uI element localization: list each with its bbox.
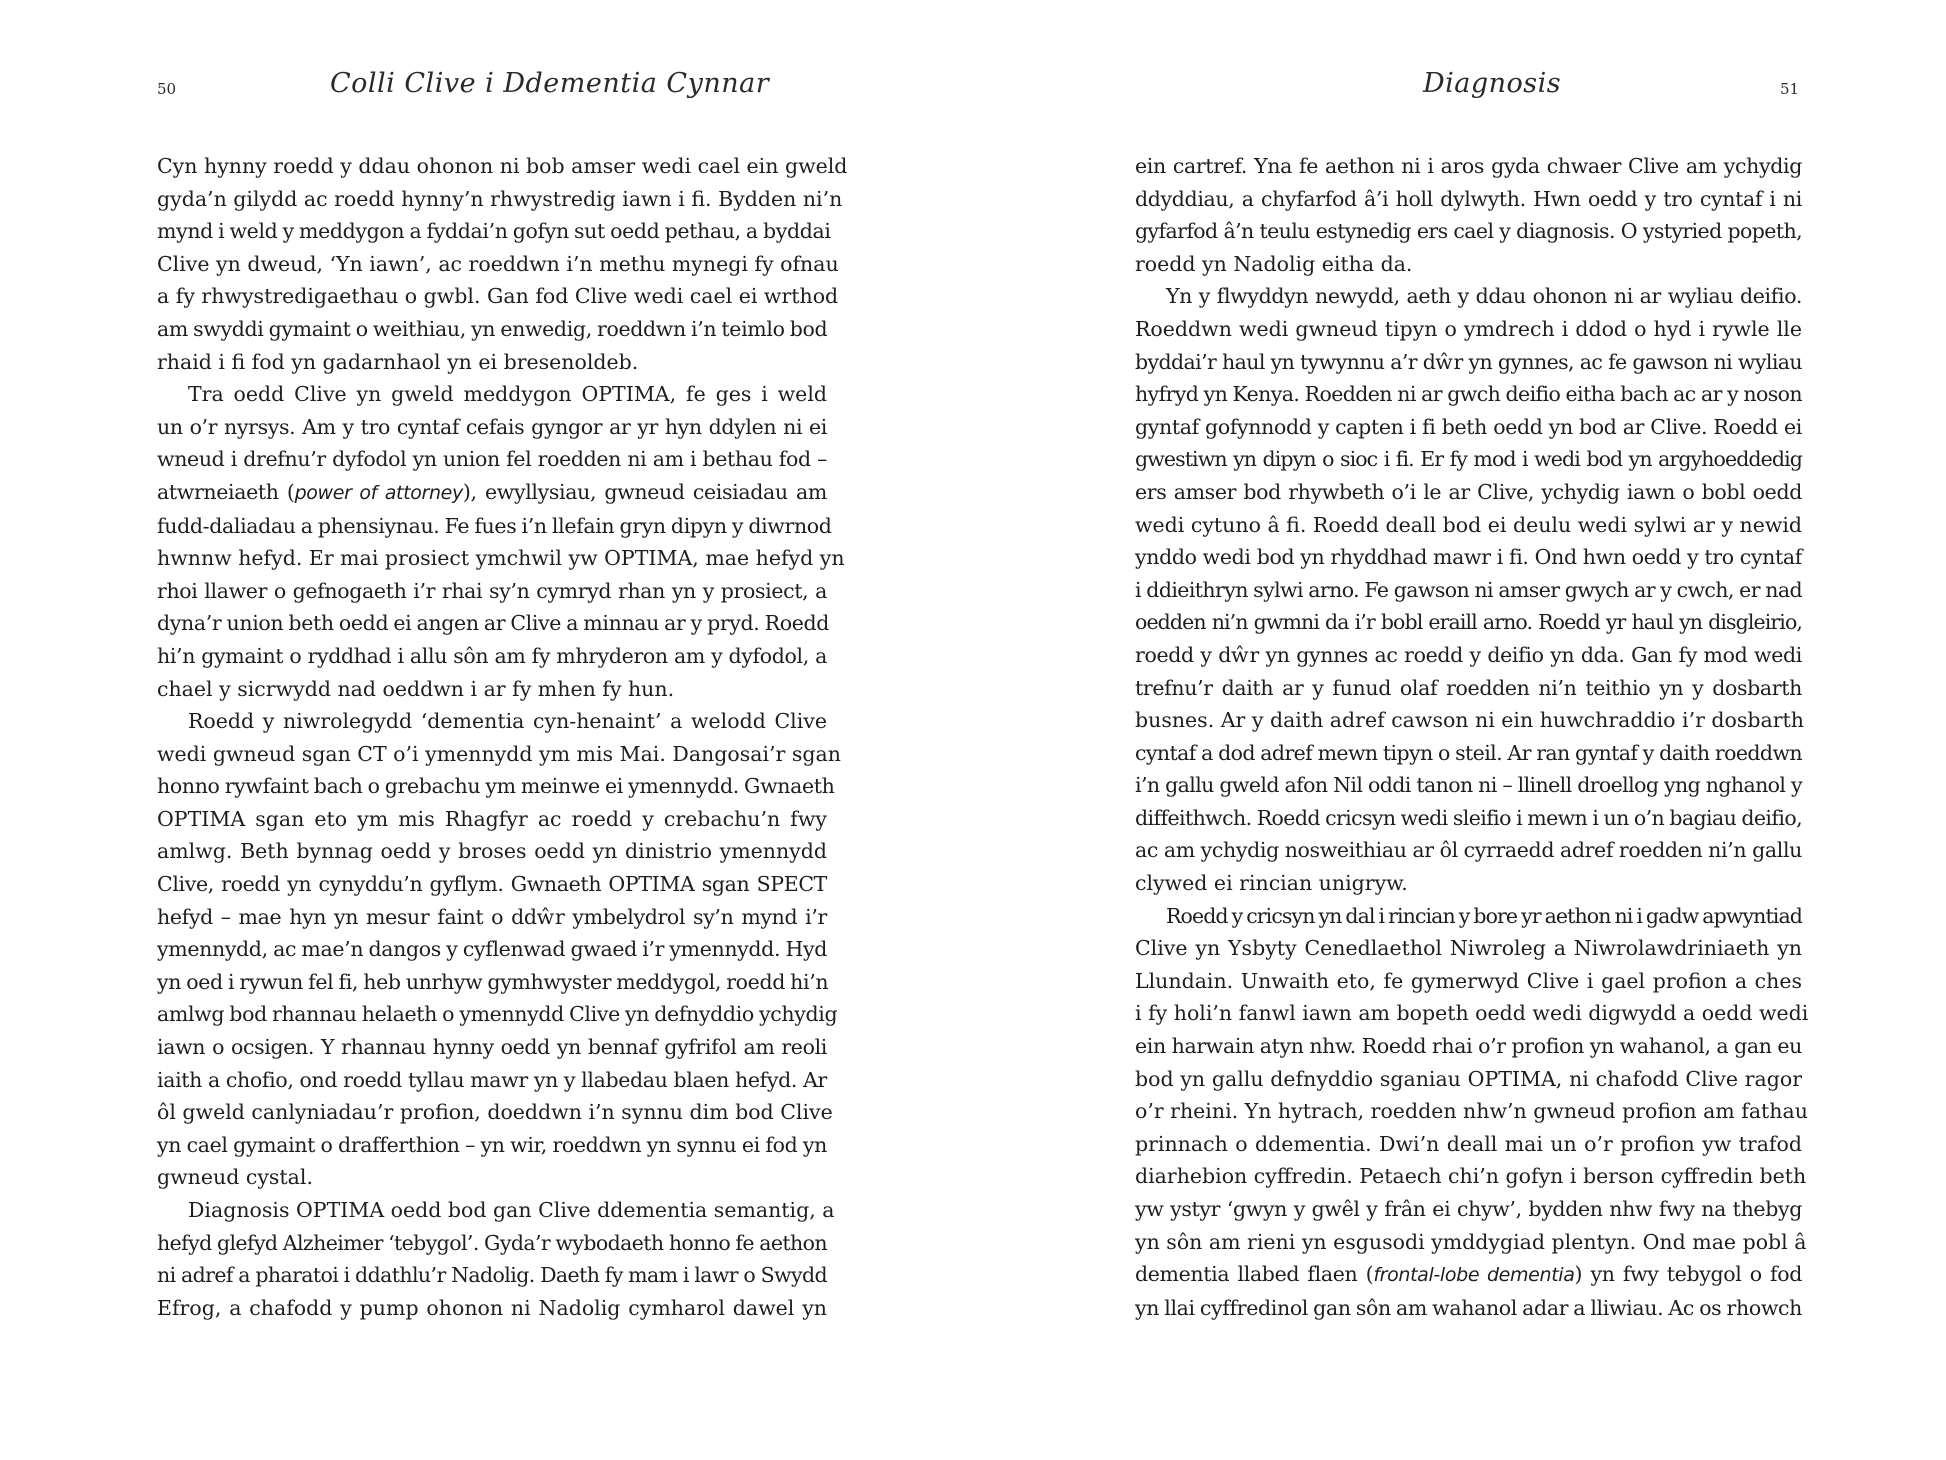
text-line: un o’r nyrsys. Am y tro cyntaf cefais gyngor ar yr hyn ddylen ni ei: [157, 414, 827, 439]
text-line: Clive yn Ysbyty Cenedlaethol Niwroleg a Niwrolawdriniaeth yn: [1135, 936, 1802, 961]
text-line: byddai’r haul yn tywynnu a’r dŵr yn gynnes, ac fe gawson ni wyliau: [1135, 349, 1802, 374]
text-line: dyna’r union beth oedd ei angen ar Clive a minnau ar y pryd. Roedd: [157, 611, 830, 636]
text-line: Clive yn dweud, ‘Yn iawn’, ac roeddwn i’n methu mynegi fy ofnau: [157, 251, 839, 276]
text-line: Diagnosis OPTIMA oedd bod gan Clive ddementia semantig, a: [188, 1198, 835, 1222]
text-line: hefyd – mae hyn yn mesur faint o ddŵr ymbelydrol sy’n mynd i’r: [157, 904, 827, 929]
text-line: yn cael gymaint o drafferthion – yn wir, roeddwn yn synnu ei fod yn: [157, 1132, 827, 1157]
text-line: Roeddwn wedi gwneud tipyn o ymdrech i ddod o hyd i rywle lle: [1135, 316, 1802, 341]
body-text: [157, 150, 848, 1324]
text-line: iawn o ocsigen. Y rhannau hynny oedd yn bennaf gyfrifol am reoli: [157, 1035, 827, 1060]
text-line: ynddo wedi bod yn rhyddhad mawr i fi. Ond hwn oedd y tro cyntaf: [1135, 545, 1802, 570]
text-line: hwnnw hefyd. Er mai prosiect ymchwil yw OPTIMA, mae hefyd yn: [157, 546, 845, 571]
text-line: amlwg. Beth bynnag oedd y broses oedd yn dinistrio ymennydd: [157, 839, 827, 864]
text-line: wedi gwneud sgan CT o’i ymennydd ym mis Mai. Dangosai’r sgan: [157, 741, 841, 766]
text-line: bod yn gallu defnyddio sganiau OPTIMA, ni chafodd Clive ragor: [1135, 1066, 1802, 1091]
text-line: fudd-daliadau a phensiynau. Fe fues i’n llefain gryn dipyn y diwrnod: [157, 513, 832, 538]
text-line: atwrneiaeth (power of attorney), ewyllysiau, gwneud ceisiadau am: [157, 479, 827, 504]
text-line: diffeithwch. Roedd cricsyn wedi sleifio i mewn i un o’n bagiau deifio,: [1135, 805, 1802, 830]
text-line: gyda’n gilydd ac roedd hynny’n rhwystredig iawn i fi. Bydden ni’n: [157, 186, 843, 211]
text-line: ddyddiau, a chyfarfod â’i holl dylwyth. Hwn oedd y tro cyntaf i ni: [1135, 186, 1802, 211]
text-line: clywed ei rincian unigryw.: [1135, 871, 1408, 896]
text-line: ymennydd, ac mae’n dangos y cyflenwad gwaed i’r ymennydd. Hyd: [157, 937, 827, 962]
text-line: yn llai cyffredinol gan sôn am wahanol adar a lliwiau. Ac os rhowch: [1135, 1295, 1802, 1320]
text-line: o’r rheini. Yn hytrach, roedden nhw’n gwneud profion am fathau: [1135, 1099, 1808, 1124]
text-line: i’n gallu gweld afon Nil oddi tanon ni – llinell droellog yng nghanol y: [1135, 773, 1802, 798]
text-line: ein harwain atyn nhw. Roedd rhai o’r profion yn wahanol, a gan eu: [1135, 1034, 1802, 1059]
text-line: yw ystyr ‘gwyn y gwêl y frân ei chyw’, bydden nhw fwy na thebyg: [1135, 1197, 1802, 1221]
text-line: rhaid i fi fod yn gadarnhaol yn ei bresenoldeb.: [157, 349, 639, 374]
page-number: 50: [157, 80, 177, 98]
text-line: roedd y dŵr yn gynnes ac roedd y deifio yn dda. Gan fy mod wedi: [1135, 642, 1802, 667]
text-line: Tra oedd Clive yn gweld meddygon OPTIMA, fe ges i weld: [188, 382, 827, 407]
text-line: wneud i drefnu’r dyfodol yn union fel roedden ni am i bethau fod –: [157, 447, 827, 472]
text-line: a fy rhwystredigaethau o gwbl. Gan fod Clive wedi cael ei wrthod: [157, 284, 839, 309]
italic-term: frontal-lobe dementia: [1373, 1264, 1575, 1287]
text-line: busnes. Ar y daith adref cawson ni ein huwchraddio i’r dosbarth: [1135, 708, 1804, 733]
text-line: OPTIMA sgan eto ym mis Rhagfyr ac roedd y crebachu’n fwy: [157, 806, 827, 831]
body-text: [1135, 150, 1809, 1324]
text-line: amlwg bod rhannau helaeth o ymennydd Clive yn defnyddio ychydig: [157, 1002, 838, 1027]
text-line: prinnach o ddementia. Dwi’n deall mai un o’r profion yw trafod: [1135, 1131, 1802, 1156]
text-line: i ddieithryn sylwi arno. Fe gawson ni amser gwych ar y cwch, er nad: [1135, 577, 1802, 602]
text-line: ein cartref. Yna fe aethon ni i aros gyda chwaer Clive am ychydig: [1135, 154, 1802, 178]
text-line: trefnu’r daith ar y funud olaf roedden ni’n teithio yn y dosbarth: [1135, 675, 1802, 700]
text-line: oedden ni’n gwmni da i’r bobl eraill arno. Roedd yr haul yn disgleirio,: [1135, 610, 1802, 635]
text-line: hefyd glefyd Alzheimer ‘tebygol’. Gyda’r wybodaeth honno fe aethon: [157, 1230, 827, 1255]
text-line: gwestiwn yn dipyn o sioc i fi. Er fy mod i wedi bod yn argyhoeddedig: [1135, 447, 1802, 472]
text-line: yn oed i rywun fel fi, heb unrhyw gymhwyster meddygol, roedd hi’n: [157, 969, 829, 994]
text-line: ni adref a pharatoi i ddathlu’r Nadolig. Daeth fy mam i lawr o Swydd: [157, 1263, 827, 1288]
italic-term: power of attorney: [294, 481, 463, 504]
text-line: yn sôn am rieni yn esgusodi ymddygiad plentyn. Ond mae pobl â: [1135, 1229, 1807, 1254]
text-line: Clive, roedd yn cynyddu’n gyflym. Gwnaeth OPTIMA sgan SPECT: [157, 872, 827, 897]
text-line: ôl gweld canlyniadau’r profion, doeddwn i’n synnu dim bod Clive: [157, 1100, 833, 1125]
right-page: [973, 0, 1946, 1460]
text-line: iaith a chofio, ond roedd tyllau mawr yn y llabedau blaen hefyd. Ar: [157, 1067, 827, 1092]
text-line: rhoi llawer o gefnogaeth i’r rhai sy’n cymryd rhan yn y prosiect, a: [157, 578, 827, 603]
text-line: honno rywfaint bach o grebachu ym meinwe ei ymennydd. Gwnaeth: [157, 774, 835, 799]
text-line: Yn y flwyddyn newydd, aeth y ddau ohonon ni ar wyliau deifio.: [1166, 284, 1802, 309]
text-line: dementia llabed flaen (frontal-lobe dementia) yn fwy tebygol o fod: [1135, 1262, 1802, 1287]
text-line: cyntaf a dod adref mewn tipyn o steil. Ar ran gyntaf y daith roeddwn: [1135, 740, 1802, 765]
text-line: wedi cytuno â fi. Roedd deall bod ei deulu wedi sylwi ar y newid: [1135, 512, 1803, 537]
text-line: diarhebion cyffredin. Petaech chi’n gofyn i berson cyffredin beth: [1135, 1164, 1807, 1189]
page-number: 51: [1780, 80, 1800, 98]
text-line: gyntaf gofynnodd y capten i fi beth oedd yn bod ar Clive. Roedd ei: [1135, 414, 1802, 439]
text-line: roedd yn Nadolig eitha da.: [1135, 251, 1413, 276]
text-line: Cyn hynny roedd y ddau ohonon ni bob amser wedi cael ein gweld: [157, 154, 848, 178]
running-head-book-title: Colli Clive i Ddementia Cynnar: [330, 68, 770, 99]
text-line: chael y sicrwydd nad oeddwn i ar fy mhen fy hun.: [157, 676, 675, 701]
text-line: hyfryd yn Kenya. Roedden ni ar gwch deifio eitha bach ac ar y noson: [1135, 382, 1802, 407]
text-line: Efrog, a chafodd y pump ohonon ni Nadolig cymharol dawel yn: [157, 1295, 827, 1320]
text-line: gwneud cystal.: [157, 1165, 313, 1190]
text-line: hi’n gymaint o ryddhad i allu sôn am fy mhryderon am y dyfodol, a: [157, 643, 827, 668]
text-line: Llundain. Unwaith eto, fe gymerwyd Clive i gael profion a ches: [1135, 968, 1802, 993]
text-line: Roedd y cricsyn yn dal i rincian y bore yr aethon ni i gadw apwyntiad: [1166, 903, 1802, 928]
text-line: ac am ychydig nosweithiau ar ôl cyrraedd adref roedden ni’n gallu: [1135, 838, 1802, 863]
text-line: i fy holi’n fanwl iawn am bopeth oedd wedi digwydd a oedd wedi: [1135, 1001, 1809, 1026]
text-line: ers amser bod rhywbeth o’i le ar Clive, ychydig iawn o bobl oedd: [1135, 479, 1802, 504]
running-head-chapter-title: Diagnosis: [1423, 68, 1562, 99]
text-line: Roedd y niwrolegydd ‘dementia cyn-henaint’ a welodd Clive: [188, 709, 827, 734]
text-line: mynd i weld y meddygon a fyddai’n gofyn sut oedd pethau, a byddai: [157, 219, 831, 244]
text-line: gyfarfod â’n teulu estynedig ers cael y diagnosis. O ystyried popeth,: [1135, 219, 1802, 244]
text-line: am swyddi gymaint o weithiau, yn enwedig, roeddwn i’n teimlo bod: [157, 316, 828, 341]
